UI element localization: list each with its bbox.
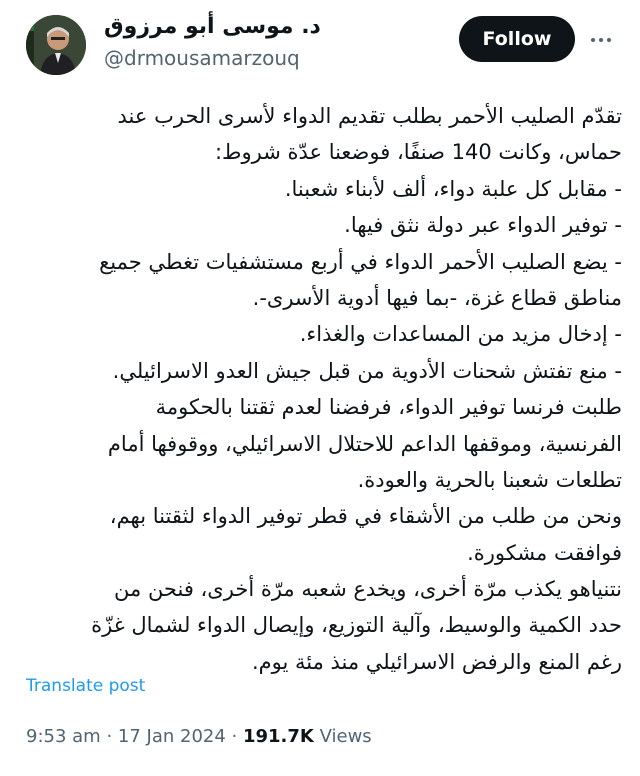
tweet-text-line: تطلعات شعبنا بالحرية والعودة. — [357, 467, 622, 492]
follow-button[interactable]: Follow — [459, 16, 575, 62]
tweet-date[interactable]: 17 Jan 2024 — [117, 726, 226, 747]
tweet-text — [18, 98, 622, 680]
tweet-text-line: - توفير الدواء عبر دولة نثق فيها. — [344, 213, 622, 238]
more-dot — [607, 38, 611, 42]
translate-post-link[interactable]: Translate post — [26, 676, 146, 696]
tweet-text-line: الفرنسية، وموقفها الداعم للاحتلال الاسرائيلي، ووقوفها أمام — [107, 431, 622, 456]
meta-separator: · — [100, 726, 118, 747]
tweet-text-line: تقدّم الصليب الأحمر بطلب تقديم الدواء لأسرى الحرب عند — [117, 104, 622, 128]
tweet-text-line: مناطق قطاع غزة، -بما فيها أدوية الأسرى-. — [252, 285, 622, 310]
more-dot — [591, 38, 595, 42]
tweet-text-line: - مقابل كل علبة دواء، ألف لأبناء شعبنا. — [284, 176, 622, 201]
tweet-text-line: - إدخال مزيد من المساعدات والغذاء. — [299, 322, 622, 347]
tweet-text-line: - يضع الصليب الأحمر الدواء في أربع مستشفيات تغطي جميع — [99, 249, 622, 274]
views-count[interactable]: 191.7K — [242, 726, 314, 747]
author-avatar[interactable] — [26, 15, 86, 75]
views-label: Views — [319, 726, 372, 747]
more-options-icon[interactable] — [584, 26, 618, 54]
author-display-name[interactable]: د. موسى أبو مرزوق — [104, 14, 321, 39]
tweet-text-line: فوافقت مشكورة. — [467, 540, 622, 565]
more-dot — [599, 38, 603, 42]
tweet-text-line: طلبت فرنسا توفير الدواء، فرفضنا لعدم ثقتنا بالحكومة — [155, 395, 622, 420]
tweet-time[interactable]: 9:53 am — [26, 726, 101, 747]
tweet-text-line: حدد الكمية والوسيط، وآلية التوزيع، وإيصال الدواء لشمال غزّة — [91, 613, 622, 638]
profile-photo-icon — [26, 15, 86, 75]
meta-separator: · — [225, 726, 243, 747]
tweet-text-line: حماس، وكانت 140 صنفًا، فوضعنا عدّة شروط: — [214, 140, 622, 165]
author-handle[interactable]: @drmousamarzouq — [104, 46, 300, 70]
tweet-text-line: ونحن من طلب من الأشقاء في قطر توفير الدواء لثقتنا بهم، — [109, 504, 622, 529]
tweet-text-line: رغم المنع والرفض الاسرائيلي منذ مئة يوم. — [251, 649, 622, 674]
tweet-text-line: - منع تفتش شحنات الأدوية من قبل جيش العدو الاسرائيلي. — [112, 358, 622, 383]
tweet-metadata — [26, 726, 372, 747]
tweet-header — [0, 0, 640, 90]
tweet-text-line: نتنياهو يكذب مرّة أخرى، ويخدع شعبه مرّة أخرى، فنحن من — [114, 577, 622, 602]
